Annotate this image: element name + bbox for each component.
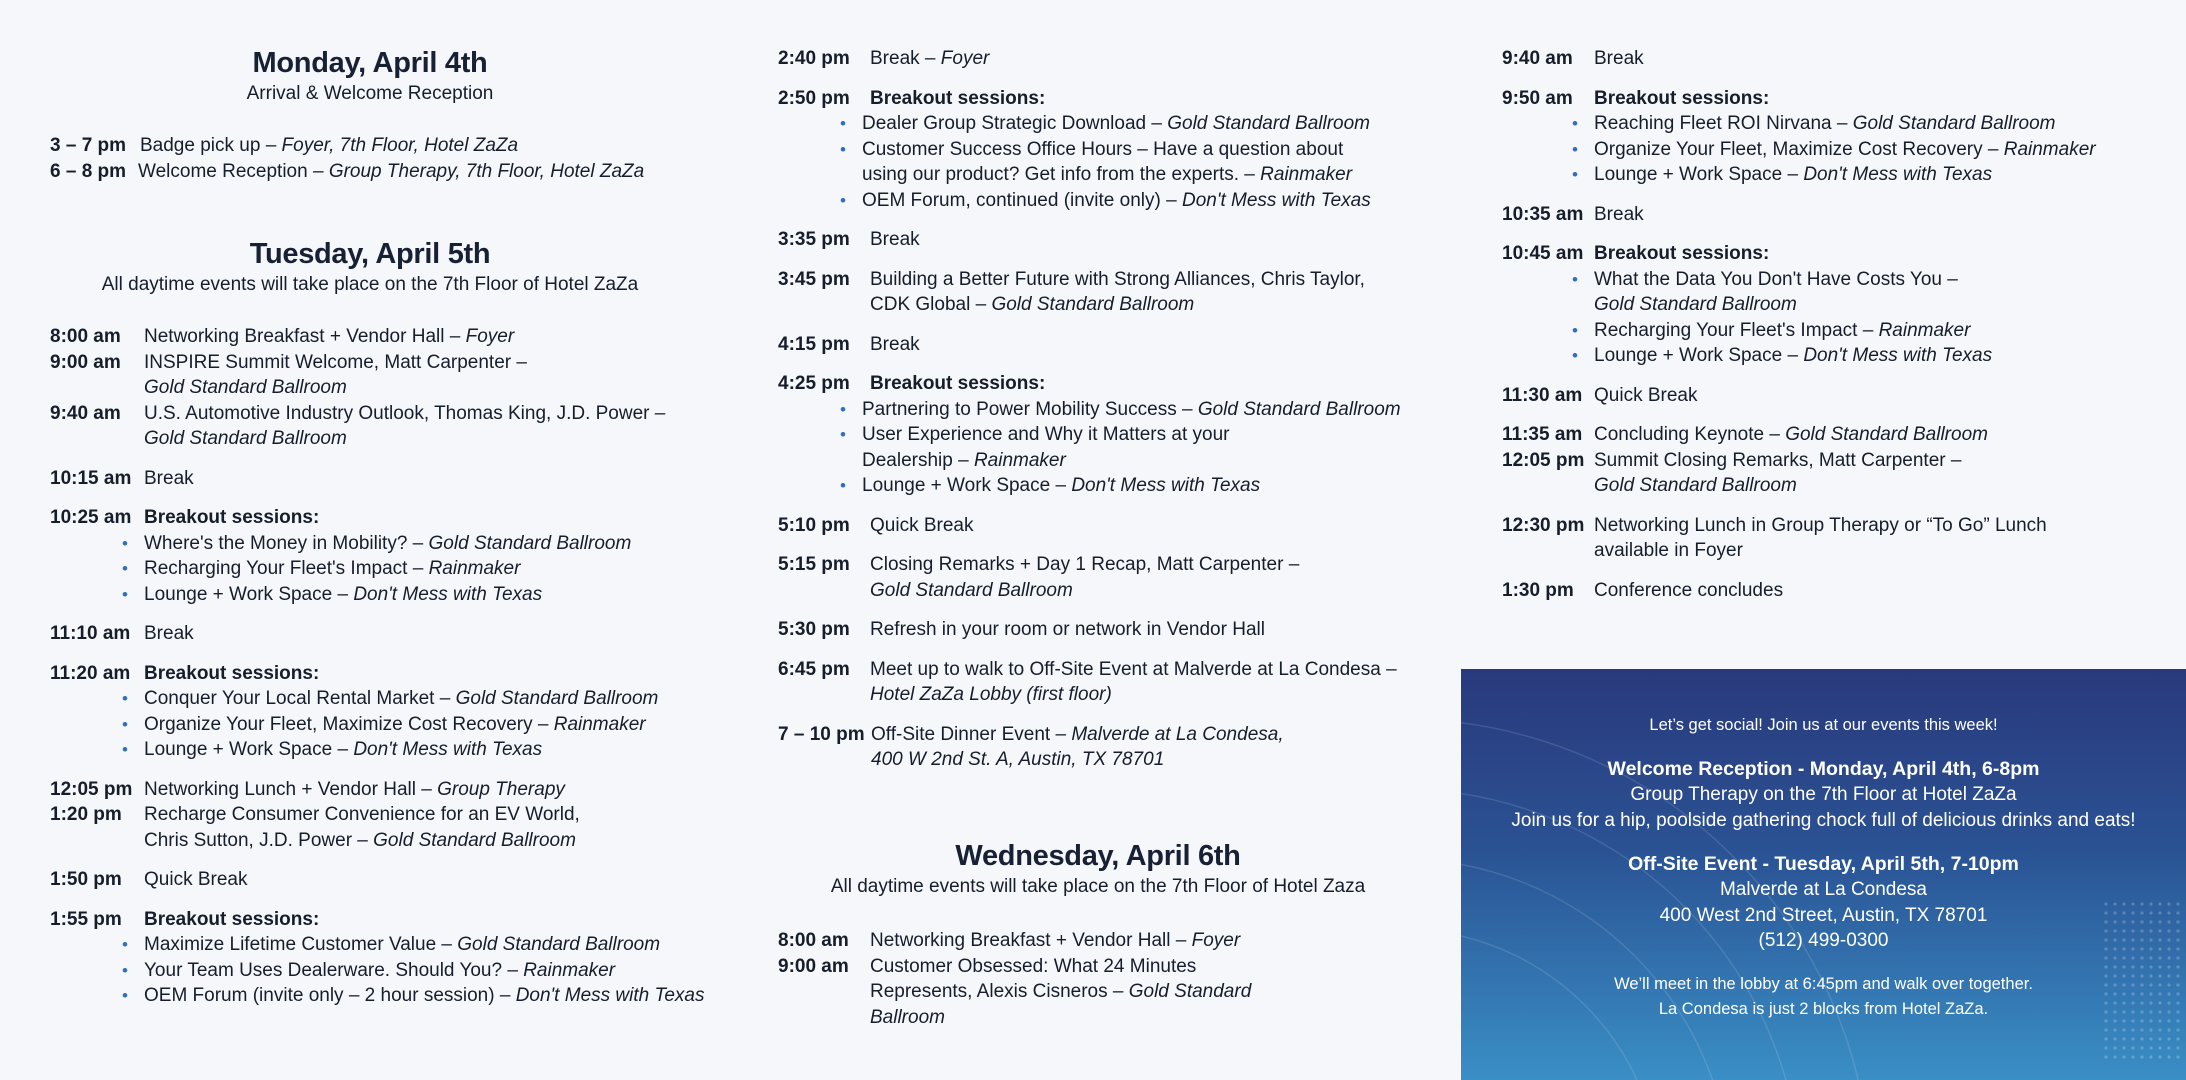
session-location: Rainmaker [2003, 138, 2096, 160]
schedule-item [1502, 46, 2162, 72]
item-text: Customer Obsessed: What 24 Minutes Represents, Alexis Cisneros – Gold Standard Ballroom [870, 955, 1252, 1028]
item-location: Group Therapy, 7th Floor, Hotel ZaZa [328, 160, 645, 182]
breakout-block [778, 371, 1418, 499]
schedule-item [778, 513, 1418, 539]
day-subtitle: All daytime events will take place on the 7th Floor of Hotel Zaza [830, 876, 1366, 897]
item-text: Break [1594, 203, 1644, 225]
item-text: Building a Better Future with Strong Alliances, Chris Taylor, CDK Global – Gold Standard Ballroom [870, 268, 1365, 315]
item-location: Gold Standard Ballroom [373, 829, 576, 851]
item-time: 10:45 am [1502, 243, 1584, 264]
session-location: Gold Standard Ballroom [457, 934, 661, 955]
monday-schedule [50, 133, 730, 184]
wednesday-schedule-part-1 [778, 928, 1418, 1030]
session-location: Gold Standard Ballroom [1852, 113, 2056, 134]
breakout-block [1502, 86, 2162, 188]
item-text: U.S. Automotive Industry Outlook, Thomas King, J.D. Power – Gold Standard Ballroom [144, 402, 666, 449]
item-time: 11:20 am [50, 662, 131, 684]
item-time: 1:50 pm [50, 869, 122, 890]
session-item: • Lounge + Work Space – Don't Mess with Texas [1572, 162, 2162, 188]
item-text: Meet up to walk to Off-Site Event at Malverde at La Condesa – Hotel ZaZa Lobby (first floor) [870, 658, 1397, 705]
session-location: Gold Standard Ballroom [428, 532, 632, 554]
item-text: Break [1594, 48, 1644, 69]
item-time: 6:45 pm [778, 658, 850, 680]
breakout-block [778, 86, 1418, 214]
item-time: 9:00 am [50, 351, 121, 373]
session-location: Rainmaker [1260, 164, 1353, 185]
session-item: • Where's the Money in Mobility? – Gold Standard Ballroom [122, 531, 730, 557]
item-time: 11:10 am [50, 623, 131, 644]
welcome-reception-location: Group Therapy on the 7th Floor at Hotel ZaZa [1630, 784, 2017, 805]
item-location: Hotel ZaZa Lobby (first floor) [870, 684, 1112, 705]
session-location: Don't Mess with Texas [1071, 475, 1261, 496]
session-location: Rainmaker [1878, 319, 1971, 341]
session-location: Rainmaker [973, 449, 1066, 471]
item-text: Break [870, 229, 920, 250]
item-text: Breakout sessions: [870, 373, 1046, 394]
session-list [840, 397, 1418, 499]
item-time: 5:30 pm [778, 619, 850, 640]
schedule-item [778, 227, 1418, 253]
session-item: • Lounge + Work Space – Don't Mess with Texas [840, 473, 1418, 499]
schedule-item [50, 133, 730, 159]
item-text: Breakout sessions: [1594, 243, 1770, 264]
session-location: Gold Standard Ballroom [1167, 113, 1370, 134]
item-time: 2:50 pm [778, 87, 850, 109]
session-list [122, 932, 730, 1009]
session-item: • Maximize Lifetime Customer Value – Gold Standard Ballroom [122, 932, 730, 958]
monday-header [50, 45, 690, 107]
item-time: 12:05 pm [1502, 449, 1585, 471]
offsite-venue: Malverde at La Condesa [1719, 879, 1927, 900]
wednesday-schedule-part-2 [1502, 46, 2162, 603]
item-time: 1:55 pm [50, 908, 122, 930]
item-time: 4:15 pm [778, 333, 850, 355]
schedule-item [50, 867, 730, 893]
session-location: Gold Standard Ballroom [455, 688, 659, 709]
session-location: Rainmaker [553, 713, 646, 735]
session-item: • Conquer Your Local Rental Market – Gold Standard Ballroom [122, 686, 730, 712]
breakout-block [50, 907, 730, 1009]
item-location: Foyer [1191, 930, 1241, 951]
schedule-item [778, 722, 1418, 773]
session-item: • OEM Forum (invite only – 2 hour session) – Don't Mess with Texas [122, 983, 730, 1009]
tuesday-schedule-part-2 [778, 46, 1418, 773]
session-item: • Recharging Your Fleet's Impact – Rainmaker [1572, 318, 2162, 344]
session-location: Gold Standard Ballroom [1594, 294, 1797, 315]
schedule-item [778, 332, 1418, 358]
session-item: • Lounge + Work Space – Don't Mess with Texas [1572, 343, 2162, 369]
item-text: Concluding Keynote – Gold Standard Ballroom [1594, 424, 1988, 445]
session-location: Don't Mess with Texas [353, 583, 543, 605]
item-time: 9:40 am [1502, 48, 1573, 69]
session-location: Rainmaker [428, 558, 521, 579]
social-intro: Let’s get social! Join us at our events this week! [1649, 716, 1998, 734]
item-text: Closing Remarks + Day 1 Recap, Matt Carpenter – Gold Standard Ballroom [870, 554, 1300, 601]
schedule-item [778, 954, 1418, 1031]
schedule-item [50, 350, 730, 401]
schedule-item [50, 802, 730, 853]
item-text: Breakout sessions: [1594, 87, 1770, 109]
wednesday-header [778, 838, 1418, 900]
session-item: • What the Data You Don't Have Costs You – Gold Standard Ballroom [1572, 267, 1974, 318]
session-list [1572, 267, 2162, 369]
item-text: Conference concludes [1594, 579, 1784, 601]
session-location: Don't Mess with Texas [353, 739, 543, 760]
item-time: 4:25 pm [778, 373, 850, 394]
schedule-item [50, 661, 730, 687]
item-text: Quick Break [1594, 384, 1698, 406]
day-title: Tuesday, April 5th [249, 238, 491, 270]
schedule-item [1502, 383, 2162, 409]
item-text: Refresh in your room or network in Vendor Hall [870, 619, 1265, 640]
item-text: Welcome Reception – Group Therapy, 7th Floor, Hotel ZaZa [138, 160, 645, 182]
item-text: Breakout sessions: [870, 87, 1046, 109]
item-text: Off-Site Dinner Event – Malverde at La Condesa, 400 W 2nd St. A, Austin, TX 78701 [871, 723, 1284, 770]
schedule-item [1502, 513, 2162, 564]
item-location: Gold Standard Ballroom [870, 981, 1252, 1028]
schedule-item [1502, 86, 2162, 112]
item-time: 3:35 pm [778, 229, 850, 250]
schedule-item [778, 617, 1418, 643]
item-text: Quick Break [144, 869, 248, 890]
item-time: 8:00 am [50, 326, 121, 347]
offsite-phone: (512) 499-0300 [1758, 930, 1889, 951]
schedule-group [50, 777, 730, 854]
session-item: • OEM Forum, continued (invite only) – Don't Mess with Texas [840, 188, 1400, 214]
item-location: Gold Standard Ballroom [1594, 475, 1797, 496]
item-text: Networking Breakfast + Vendor Hall – Foyer [870, 930, 1241, 951]
schedule-item [1502, 578, 2162, 604]
item-time: 9:50 am [1502, 87, 1573, 109]
item-text: Break [870, 333, 920, 355]
schedule-group [1502, 422, 2162, 499]
schedule-item [1502, 448, 2162, 499]
item-time: 1:30 pm [1502, 579, 1574, 601]
schedule-item [50, 324, 730, 350]
session-list [122, 686, 730, 763]
schedule-item [778, 552, 1418, 603]
schedule-item [1502, 241, 2162, 267]
item-location: Malverde at La Condesa, 400 W 2nd St. A, Austin, TX 78701 [871, 723, 1284, 770]
schedule-item [50, 401, 730, 452]
item-text: Break [144, 623, 194, 644]
schedule-item [1502, 202, 2162, 228]
item-location: Gold Standard Ballroom [1785, 424, 1988, 445]
session-item: • Lounge + Work Space – Don't Mess with Texas [122, 582, 730, 608]
session-list [1572, 111, 2162, 188]
session-location: Don't Mess with Texas [1803, 345, 1993, 366]
item-time: 3:45 pm [778, 268, 850, 290]
session-location: Rainmaker [523, 959, 616, 981]
schedule-item [50, 466, 730, 492]
item-location: Gold Standard Ballroom [991, 294, 1195, 315]
item-location: Foyer [940, 48, 990, 69]
item-time: 9:40 am [50, 402, 121, 424]
schedule-item [778, 657, 1418, 708]
schedule-item [50, 159, 730, 185]
item-location: Gold Standard Ballroom [144, 377, 347, 398]
session-item: • Customer Success Office Hours – Have a question about using our product? Get info from the experts. – Rainmaker [840, 137, 1387, 188]
schedule-item [778, 928, 1418, 954]
session-location: Don't Mess with Texas [1803, 164, 1993, 185]
welcome-reception-description: Join us for a hip, poolside gathering chock full of delicious drinks and eats! [1511, 809, 2136, 831]
distance-note: La Condesa is just 2 blocks from Hotel ZaZa. [1658, 999, 1989, 1018]
session-item: • Partnering to Power Mobility Success – Gold Standard Ballroom [840, 397, 1418, 423]
item-time: 5:10 pm [778, 514, 850, 536]
item-text: Break [144, 467, 194, 489]
session-location: Gold Standard Ballroom [1197, 398, 1401, 420]
item-time: 10:35 am [1502, 203, 1584, 225]
item-location: Gold Standard Ballroom [144, 428, 347, 449]
schedule-item [50, 621, 730, 647]
session-list [840, 111, 1400, 213]
item-text: INSPIRE Summit Welcome, Matt Carpenter – Gold Standard Ballroom [144, 351, 527, 398]
session-item: • Recharging Your Fleet's Impact – Rainmaker [122, 556, 730, 582]
item-text: Recharge Consumer Convenience for an EV World, Chris Sutton, J.D. Power – Gold Standard Ballroom [144, 804, 580, 851]
item-text: Badge pick up – Foyer, 7th Floor, Hotel ZaZa [140, 135, 519, 156]
item-location: Foyer [465, 326, 515, 347]
tuesday-header [50, 236, 690, 298]
session-item: • Your Team Uses Dealerware. Should You? – Rainmaker [122, 958, 730, 984]
item-text: Breakout sessions: [144, 507, 320, 528]
item-time: 1:20 pm [50, 804, 122, 825]
item-text: Breakout sessions: [144, 908, 320, 930]
item-time: 8:00 am [778, 930, 849, 951]
schedule-item [778, 267, 1418, 318]
welcome-reception-heading: Welcome Reception - Monday, April 4th, 6-8pm [1607, 758, 2040, 780]
schedule-item [778, 371, 1418, 397]
session-list [122, 531, 730, 608]
tuesday-schedule-part-1 [50, 324, 730, 1009]
schedule-item [50, 505, 730, 531]
item-text: Networking Breakfast + Vendor Hall – Foyer [144, 326, 515, 347]
schedule-item [50, 907, 730, 933]
session-item: • Organize Your Fleet, Maximize Cost Recovery – Rainmaker [1572, 137, 2162, 163]
meetup-note: We’ll meet in the lobby at 6:45pm and walk over together. [1614, 974, 2033, 993]
social-content [1461, 669, 2186, 1022]
session-location: Don't Mess with Texas [1181, 189, 1371, 211]
offsite-address: 400 West 2nd Street, Austin, TX 78701 [1659, 904, 1988, 926]
item-text: Break – Foyer [870, 48, 990, 69]
breakout-block [50, 661, 730, 763]
item-time: 2:40 pm [778, 48, 850, 69]
schedule-group [50, 324, 730, 401]
session-item: • Dealer Group Strategic Download – Gold Standard Ballroom [840, 111, 1400, 137]
item-time: 11:35 am [1502, 424, 1583, 445]
item-time: 3 – 7 pm [50, 135, 127, 156]
session-item: • Organize Your Fleet, Maximize Cost Recovery – Rainmaker [122, 712, 730, 738]
item-text: Networking Lunch in Group Therapy or “To Go” Lunch available in Foyer [1594, 514, 2047, 561]
item-location: Foyer, 7th Floor, Hotel ZaZa [281, 135, 519, 156]
item-text: Breakout sessions: [144, 662, 320, 684]
offsite-event-heading: Off-Site Event - Tuesday, April 5th, 7-10pm [1628, 853, 2019, 875]
item-time: 10:25 am [50, 507, 132, 528]
day-subtitle: All daytime events will take place on the 7th Floor of Hotel ZaZa [101, 274, 639, 295]
item-time: 11:30 am [1502, 384, 1583, 406]
item-time: 12:30 pm [1502, 514, 1585, 536]
breakout-block [1502, 241, 2162, 369]
day-subtitle: Arrival & Welcome Reception [246, 83, 494, 104]
item-text: Networking Lunch + Vendor Hall – Group Therapy [144, 778, 565, 800]
day-title: Wednesday, April 6th [955, 840, 1241, 872]
item-time: 12:05 pm [50, 778, 133, 800]
breakout-block [50, 505, 730, 607]
item-time: 7 – 10 pm [778, 723, 865, 745]
item-time: 10:15 am [50, 467, 132, 489]
session-item: • Reaching Fleet ROI Nirvana – Gold Standard Ballroom [1572, 111, 2162, 137]
social-events-panel [1461, 669, 2186, 1080]
item-text: Quick Break [870, 514, 974, 536]
item-time: 5:15 pm [778, 554, 850, 575]
session-item: • Lounge + Work Space – Don't Mess with Texas [122, 737, 730, 763]
schedule-item [778, 46, 1418, 72]
item-time: 9:00 am [778, 955, 849, 977]
session-item: • User Experience and Why it Matters at your Dealership – Rainmaker [840, 422, 1247, 473]
item-location: Gold Standard Ballroom [870, 579, 1073, 601]
schedule-item [50, 777, 730, 803]
item-text: Summit Closing Remarks, Matt Carpenter – Gold Standard Ballroom [1594, 449, 1962, 496]
item-time: 6 – 8 pm [50, 160, 127, 182]
item-location: Group Therapy [437, 778, 565, 800]
session-location: Don't Mess with Texas [515, 985, 705, 1006]
schedule-item [1502, 422, 2162, 448]
day-title: Monday, April 4th [252, 47, 488, 79]
schedule-item [778, 86, 1418, 112]
